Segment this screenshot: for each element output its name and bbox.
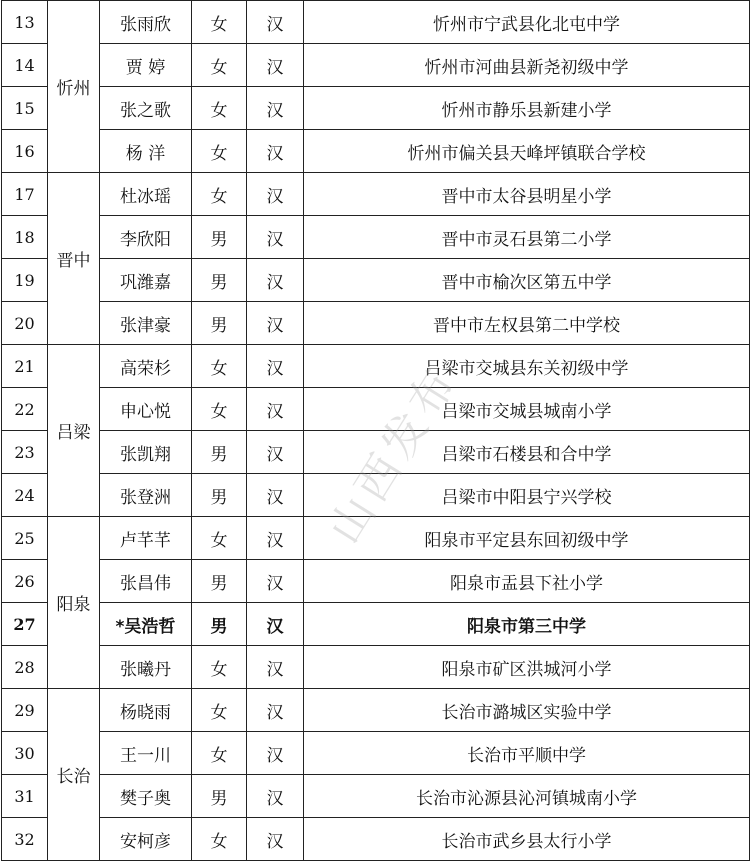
name-cell: 安柯彦 <box>100 818 192 861</box>
table-row <box>2 259 750 302</box>
name-cell: 贾 婷 <box>100 44 192 87</box>
row-number-cell: 30 <box>2 732 48 775</box>
table-row <box>2 474 750 517</box>
gender-cell: 女 <box>192 517 247 560</box>
gender-cell: 女 <box>192 732 247 775</box>
school-cell: 忻州市河曲县新尧初级中学 <box>304 44 750 87</box>
table-row <box>2 603 750 646</box>
gender-cell: 男 <box>192 474 247 517</box>
gender-cell: 女 <box>192 388 247 431</box>
gender-cell: 男 <box>192 259 247 302</box>
name-cell: *吴浩哲 <box>100 603 192 646</box>
row-number-cell: 20 <box>2 302 48 345</box>
row-number-cell: 17 <box>2 173 48 216</box>
row-number-cell: 15 <box>2 87 48 130</box>
gender-cell: 男 <box>192 431 247 474</box>
name-cell: 王一川 <box>100 732 192 775</box>
row-number-cell: 18 <box>2 216 48 259</box>
name-cell: 张曦丹 <box>100 646 192 689</box>
name-cell: 张之歌 <box>100 87 192 130</box>
ethnicity-cell: 汉 <box>247 345 304 388</box>
ethnicity-cell: 汉 <box>247 603 304 646</box>
school-cell: 忻州市宁武县化北屯中学 <box>304 1 750 44</box>
name-cell: 高荣杉 <box>100 345 192 388</box>
gender-cell: 女 <box>192 1 247 44</box>
row-number-cell: 21 <box>2 345 48 388</box>
gender-cell: 女 <box>192 345 247 388</box>
school-cell: 阳泉市平定县东回初级中学 <box>304 517 750 560</box>
name-cell: 巩潍嘉 <box>100 259 192 302</box>
table-row <box>2 646 750 689</box>
row-number-cell: 13 <box>2 1 48 44</box>
school-cell: 晋中市太谷县明星小学 <box>304 173 750 216</box>
row-number-cell: 14 <box>2 44 48 87</box>
table-row <box>2 775 750 818</box>
name-cell: 樊子奥 <box>100 775 192 818</box>
gender-cell: 男 <box>192 216 247 259</box>
ethnicity-cell: 汉 <box>247 732 304 775</box>
roster-table <box>1 0 750 861</box>
ethnicity-cell: 汉 <box>247 431 304 474</box>
name-cell: 卢芊芊 <box>100 517 192 560</box>
ethnicity-cell: 汉 <box>247 646 304 689</box>
table-row <box>2 517 750 560</box>
name-cell: 杜冰瑶 <box>100 173 192 216</box>
row-number-cell: 31 <box>2 775 48 818</box>
roster-body <box>2 1 750 861</box>
ethnicity-cell: 汉 <box>247 388 304 431</box>
gender-cell: 男 <box>192 560 247 603</box>
row-number-cell: 19 <box>2 259 48 302</box>
ethnicity-cell: 汉 <box>247 44 304 87</box>
table-row <box>2 818 750 861</box>
name-cell: 张凯翔 <box>100 431 192 474</box>
name-cell: 张登洲 <box>100 474 192 517</box>
region-cell: 忻州 <box>48 1 100 173</box>
ethnicity-cell: 汉 <box>247 775 304 818</box>
ethnicity-cell: 汉 <box>247 517 304 560</box>
table-row <box>2 388 750 431</box>
ethnicity-cell: 汉 <box>247 560 304 603</box>
ethnicity-cell: 汉 <box>247 173 304 216</box>
watermark-text: 山西发布 <box>319 356 469 553</box>
ethnicity-cell: 汉 <box>247 216 304 259</box>
table-row <box>2 130 750 173</box>
school-cell: 吕梁市石楼县和合中学 <box>304 431 750 474</box>
gender-cell: 男 <box>192 775 247 818</box>
row-number-cell: 22 <box>2 388 48 431</box>
school-cell: 长治市武乡县太行小学 <box>304 818 750 861</box>
school-cell: 长治市沁源县沁河镇城南小学 <box>304 775 750 818</box>
ethnicity-cell: 汉 <box>247 259 304 302</box>
table-row <box>2 173 750 216</box>
school-cell: 晋中市灵石县第二小学 <box>304 216 750 259</box>
name-cell: 杨晓雨 <box>100 689 192 732</box>
ethnicity-cell: 汉 <box>247 302 304 345</box>
school-cell: 吕梁市交城县东关初级中学 <box>304 345 750 388</box>
school-cell: 晋中市榆次区第五中学 <box>304 259 750 302</box>
name-cell: 申心悦 <box>100 388 192 431</box>
row-number-cell: 29 <box>2 689 48 732</box>
school-cell: 忻州市偏关县天峰坪镇联合学校 <box>304 130 750 173</box>
ethnicity-cell: 汉 <box>247 818 304 861</box>
table-row <box>2 302 750 345</box>
row-number-cell: 27 <box>2 603 48 646</box>
region-cell: 吕梁 <box>48 345 100 517</box>
school-cell: 晋中市左权县第二中学校 <box>304 302 750 345</box>
gender-cell: 女 <box>192 646 247 689</box>
region-cell: 晋中 <box>48 173 100 345</box>
gender-cell: 女 <box>192 130 247 173</box>
name-cell: 张昌伟 <box>100 560 192 603</box>
gender-cell: 女 <box>192 689 247 732</box>
region-cell: 阳泉 <box>48 517 100 689</box>
table-row <box>2 345 750 388</box>
gender-cell: 男 <box>192 302 247 345</box>
gender-cell: 男 <box>192 603 247 646</box>
school-cell: 阳泉市第三中学 <box>304 603 750 646</box>
ethnicity-cell: 汉 <box>247 689 304 732</box>
gender-cell: 女 <box>192 173 247 216</box>
table-row <box>2 216 750 259</box>
table-row <box>2 560 750 603</box>
gender-cell: 女 <box>192 818 247 861</box>
row-number-cell: 26 <box>2 560 48 603</box>
ethnicity-cell: 汉 <box>247 1 304 44</box>
ethnicity-cell: 汉 <box>247 87 304 130</box>
table-row <box>2 44 750 87</box>
ethnicity-cell: 汉 <box>247 474 304 517</box>
table-row <box>2 689 750 732</box>
name-cell: 杨 洋 <box>100 130 192 173</box>
row-number-cell: 28 <box>2 646 48 689</box>
table-row <box>2 1 750 44</box>
row-number-cell: 16 <box>2 130 48 173</box>
row-number-cell: 23 <box>2 431 48 474</box>
school-cell: 阳泉市矿区洪城河小学 <box>304 646 750 689</box>
table-row <box>2 87 750 130</box>
name-cell: 张津豪 <box>100 302 192 345</box>
ethnicity-cell: 汉 <box>247 130 304 173</box>
name-cell: 李欣阳 <box>100 216 192 259</box>
school-cell: 吕梁市交城县城南小学 <box>304 388 750 431</box>
school-cell: 吕梁市中阳县宁兴学校 <box>304 474 750 517</box>
school-cell: 长治市潞城区实验中学 <box>304 689 750 732</box>
table-row <box>2 732 750 775</box>
name-cell: 张雨欣 <box>100 1 192 44</box>
gender-cell: 女 <box>192 44 247 87</box>
school-cell: 阳泉市盂县下社小学 <box>304 560 750 603</box>
row-number-cell: 25 <box>2 517 48 560</box>
region-cell: 长治 <box>48 689 100 861</box>
table-row <box>2 431 750 474</box>
school-cell: 长治市平顺中学 <box>304 732 750 775</box>
row-number-cell: 24 <box>2 474 48 517</box>
row-number-cell: 32 <box>2 818 48 861</box>
gender-cell: 女 <box>192 87 247 130</box>
school-cell: 忻州市静乐县新建小学 <box>304 87 750 130</box>
